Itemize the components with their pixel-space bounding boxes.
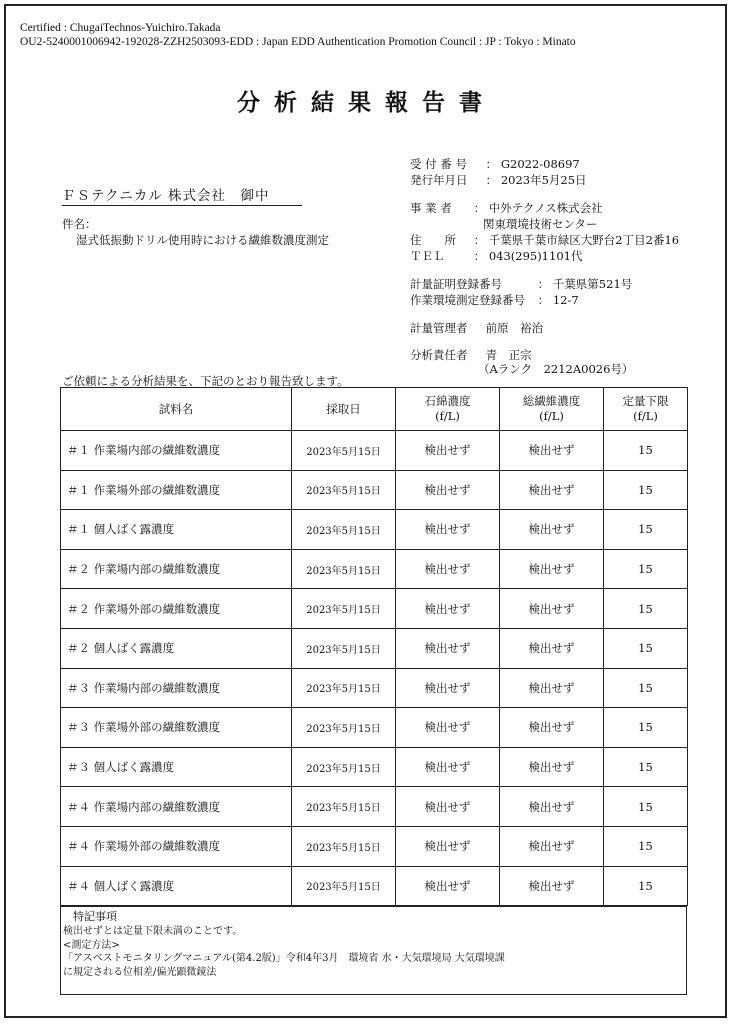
table-row: [61, 668, 688, 708]
recipient-name: ＦＳテクニカル 株式会社 御中: [62, 184, 302, 206]
sample-date: 2023年5月15日: [292, 549, 396, 589]
limit-value: 15: [604, 470, 688, 510]
sample-name: ＃１ 個人ばく露濃度: [61, 510, 292, 550]
receipt-label: 受 付 番 号: [410, 157, 467, 171]
table-row: [61, 431, 688, 471]
asbestos-value: 検出せず: [396, 747, 500, 787]
asbestos-value: 検出せず: [396, 510, 500, 550]
certificate-line-2: OU2-5240001006942-192028-ZZH2503093-EDD : Japan EDD Authentication Promotion Council : JP : Tokyo : Minato: [20, 36, 576, 48]
sample-name: ＃４ 作業場外部の繊維数濃度: [61, 826, 292, 866]
notes-line-1: 検出せずとは定量下限未満のことです。: [63, 926, 243, 937]
tel-label: ＴＥＬ: [410, 249, 445, 263]
issue-date: 2023年5月25日: [500, 173, 587, 187]
env-reg-number: 12-7: [552, 293, 579, 307]
table-row: [61, 589, 688, 629]
tel-colon: ：: [473, 249, 486, 263]
address-row: [410, 232, 679, 248]
page-title: 分析結果報告書: [237, 90, 496, 116]
intro-text: ご依頼による分析結果を、下記のとおり報告致します。: [62, 374, 349, 388]
receipt-row: [410, 156, 580, 172]
operator-label: 事 業 者: [410, 201, 452, 215]
results-table: [60, 387, 688, 906]
address-colon: ：: [473, 233, 486, 247]
sample-date: 2023年5月15日: [292, 589, 396, 629]
sample-date: 2023年5月15日: [292, 747, 396, 787]
fiber-value: 検出せず: [500, 826, 604, 866]
sample-name: ＃３ 作業場内部の繊維数濃度: [61, 668, 292, 708]
issue-date-colon: ：: [485, 173, 498, 187]
asbestos-value: 検出せず: [396, 826, 500, 866]
asbestos-value: 検出せず: [396, 628, 500, 668]
sample-name: ＃４ 作業場内部の繊維数濃度: [61, 787, 292, 827]
asbestos-value: 検出せず: [396, 589, 500, 629]
fiber-value: 検出せず: [500, 747, 604, 787]
subject-text: 湿式低振動ドリル使用時における繊維数濃度測定: [76, 233, 329, 247]
manager-label: 計量管理者: [410, 321, 468, 335]
manager-row: [410, 320, 543, 336]
analyst-name: 青 正宗: [485, 348, 532, 362]
issue-date-label: 発行年月日: [410, 173, 468, 187]
sample-name: ＃３ 作業場外部の繊維数濃度: [61, 708, 292, 748]
notes-box: [60, 906, 687, 995]
sample-name: ＃２ 個人ばく露濃度: [61, 628, 292, 668]
header-sample: 試料名: [61, 388, 292, 431]
tel-row: [410, 248, 582, 264]
cert-reg-number: 千葉県第521号: [552, 277, 633, 291]
table-row: [61, 747, 688, 787]
sample-date: 2023年5月15日: [292, 787, 396, 827]
sample-date: 2023年5月15日: [292, 470, 396, 510]
sample-date: 2023年5月15日: [292, 628, 396, 668]
fiber-value: 検出せず: [500, 431, 604, 471]
fiber-value: 検出せず: [500, 549, 604, 589]
sample-date: 2023年5月15日: [292, 510, 396, 550]
asbestos-value: 検出せず: [396, 549, 500, 589]
sample-date: 2023年5月15日: [292, 708, 396, 748]
fiber-value: 検出せず: [500, 668, 604, 708]
table-row: [61, 510, 688, 550]
limit-value: 15: [604, 431, 688, 471]
receipt-number: G2022-08697: [500, 157, 580, 171]
certificate-line-1: Certified : ChugaiTechnos-Yuichiro.Takada: [20, 22, 221, 34]
notes-line-4: に規定される位相差/偏光顕微鏡法: [63, 967, 217, 978]
header-date: 採取日: [292, 388, 396, 431]
notes-line-2: <測定方法>: [63, 940, 120, 951]
limit-value: 15: [604, 549, 688, 589]
limit-value: 15: [604, 708, 688, 748]
cert-reg-row: [410, 276, 632, 292]
asbestos-value: 検出せず: [396, 668, 500, 708]
fiber-value: 検出せず: [500, 589, 604, 629]
header-asbestos: 石綿濃度 (f/L): [396, 388, 500, 431]
fiber-value: 検出せず: [500, 470, 604, 510]
address: 千葉県千葉市緑区大野台2丁目2番16: [488, 233, 680, 247]
table-row: [61, 628, 688, 668]
issue-date-row: [410, 172, 587, 188]
sample-date: 2023年5月15日: [292, 668, 396, 708]
operator-colon: ：: [473, 201, 486, 215]
fiber-value: 検出せず: [500, 787, 604, 827]
header-limit: 定量下限 (f/L): [604, 388, 688, 431]
limit-value: 15: [604, 668, 688, 708]
sample-name: ＃３ 個人ばく露濃度: [61, 747, 292, 787]
table-row: [61, 549, 688, 589]
limit-value: 15: [604, 866, 688, 906]
operator-name-1: 中外テクノス株式会社: [488, 201, 603, 215]
header-fiber: 総繊維濃度 (f/L): [500, 388, 604, 431]
fiber-value: 検出せず: [500, 866, 604, 906]
fiber-value: 検出せず: [500, 628, 604, 668]
sample-date: 2023年5月15日: [292, 826, 396, 866]
table-row: [61, 708, 688, 748]
tel: 043(295)1101代: [488, 249, 583, 263]
env-reg-row: [410, 292, 579, 308]
address-label: 住 所: [410, 233, 456, 247]
cert-reg-colon: ：: [537, 277, 550, 291]
sample-name: ＃２ 作業場外部の繊維数濃度: [61, 589, 292, 629]
subject-label: 件名：: [62, 217, 97, 231]
fiber-value: 検出せず: [500, 510, 604, 550]
limit-value: 15: [604, 826, 688, 866]
sample-name: ＃４ 個人ばく露濃度: [61, 866, 292, 906]
sample-date: 2023年5月15日: [292, 431, 396, 471]
manager-name: 前原 裕治: [485, 321, 544, 335]
table-row: [61, 787, 688, 827]
asbestos-value: 検出せず: [396, 431, 500, 471]
operator-name-2: 関東環境技術センター: [483, 217, 598, 231]
notes-line-3: 「アスベストモニタリングマニュアル(第4.2版)」令和4年3月 環境省 水・大気環境局 大気環境課: [63, 953, 505, 964]
operator-row: [410, 200, 603, 216]
env-reg-label: 作業環境測定登録番号: [410, 293, 525, 307]
asbestos-value: 検出せず: [396, 708, 500, 748]
limit-value: 15: [604, 628, 688, 668]
asbestos-value: 検出せず: [396, 470, 500, 510]
sample-name: ＃２ 作業場内部の繊維数濃度: [61, 549, 292, 589]
sample-name: ＃１ 作業場外部の繊維数濃度: [61, 470, 292, 510]
limit-value: 15: [604, 787, 688, 827]
limit-value: 15: [604, 589, 688, 629]
sample-date: 2023年5月15日: [292, 866, 396, 906]
asbestos-value: 検出せず: [396, 866, 500, 906]
analyst-rank: （Aランク 2212A0026号）: [478, 362, 634, 376]
fiber-value: 検出せず: [500, 708, 604, 748]
table-row: [61, 826, 688, 866]
notes-heading: 特記事項: [73, 910, 117, 923]
table-header-row: [61, 388, 688, 431]
analyst-label: 分析責任者: [410, 348, 468, 362]
asbestos-value: 検出せず: [396, 787, 500, 827]
env-reg-colon: ：: [537, 293, 550, 307]
table-row: [61, 470, 688, 510]
cert-reg-label: 計量証明登録番号: [410, 277, 502, 291]
limit-value: 15: [604, 510, 688, 550]
receipt-colon: ：: [485, 157, 498, 171]
sample-name: ＃１ 作業場内部の繊維数濃度: [61, 431, 292, 471]
table-row: [61, 866, 688, 906]
limit-value: 15: [604, 747, 688, 787]
